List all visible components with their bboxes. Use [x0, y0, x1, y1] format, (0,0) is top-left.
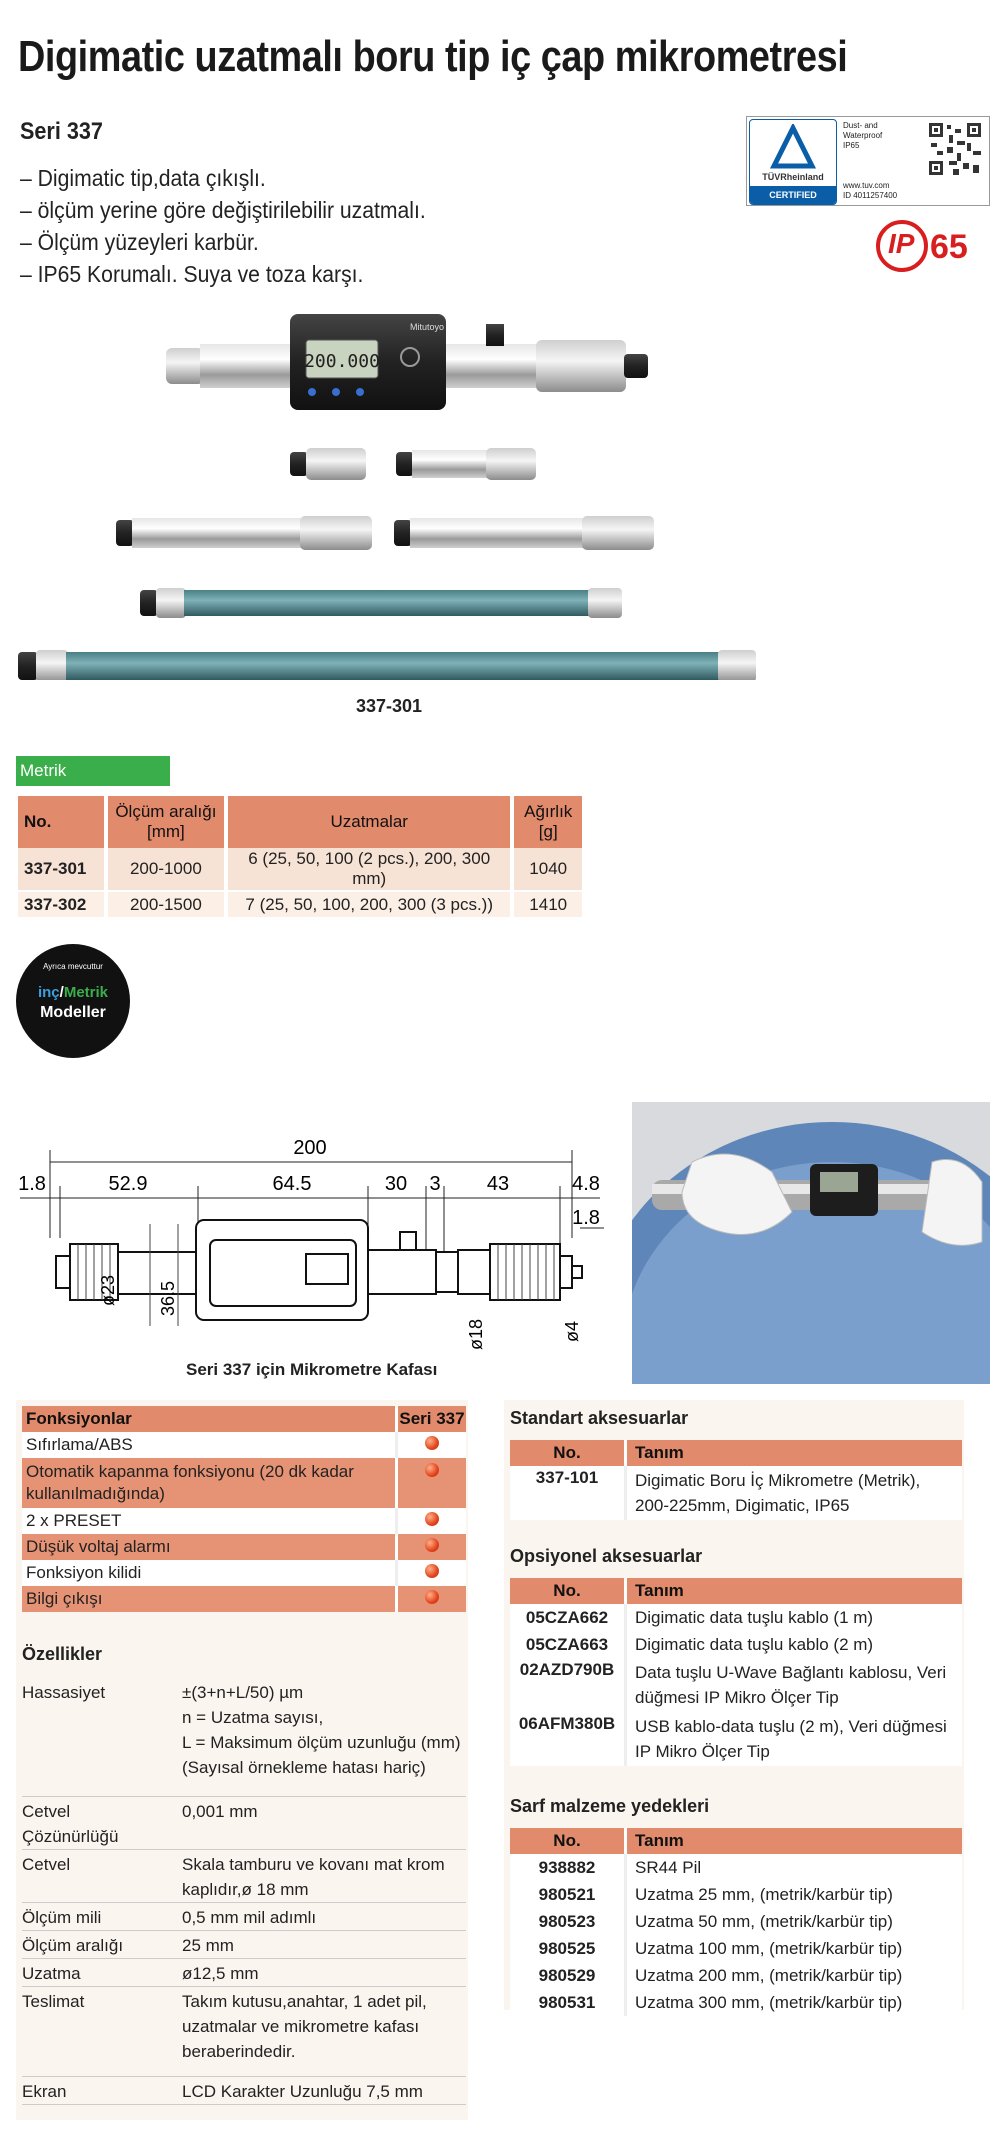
spec-key: Cetvel Çözünürlüğü — [22, 1802, 119, 1846]
badge-top-text: Ayrıca mevcuttur — [43, 962, 103, 971]
metric-header-extensions: Uzatmalar — [226, 796, 512, 848]
acc-no: 980523 — [510, 1908, 626, 1935]
acc-no: 980531 — [510, 1989, 626, 2016]
tuv-triangle-icon — [750, 124, 836, 174]
feature-item: – Digimatic tip,data çıkışlı. — [20, 162, 426, 194]
drawing-caption: Seri 337 için Mikrometre Kafası — [186, 1360, 438, 1379]
dim-365: 36.5 — [158, 1280, 178, 1316]
function-label: Bilgi çıkışı — [22, 1586, 397, 1612]
table-row — [18, 848, 582, 891]
spec-value: Skala tamburu ve kovanı mat krom kaplıdır,ø 18 mm — [182, 1855, 445, 1899]
tuv-text-1: Dust- and — [843, 121, 878, 130]
optional-table — [510, 1578, 962, 1766]
function-label: Fonksiyon kilidi — [22, 1560, 397, 1586]
spec-key: Hassasiyet — [22, 1683, 106, 1702]
metric-header-no: No. — [18, 796, 106, 848]
usage-photo — [632, 1102, 990, 1384]
spec-value: LCD Karakter Uzunluğu 7,5 mm — [182, 2082, 423, 2101]
functions-table — [22, 1406, 466, 1612]
available-dot-icon — [425, 1538, 439, 1552]
model-caption: 337-301 — [356, 696, 423, 716]
available-dot-icon — [425, 1512, 439, 1526]
extension-rods — [18, 448, 756, 680]
acc-desc: Uzatma 25 mm, (metrik/karbür tip) — [635, 1884, 893, 1904]
ip-text: IP — [888, 228, 915, 259]
acc-desc: Digimatic Boru İç Mikrometre (Metrik), 200-225mm, Digimatic, IP65 — [635, 1471, 921, 1515]
spec-value: Takım kutusu,anahtar, 1 adet pil, uzatmalar ve mikrometre kafası beraberindedir. — [182, 1992, 427, 2061]
optional-title: Opsiyonel aksesuarlar — [510, 1546, 703, 1566]
table-row — [510, 1712, 962, 1766]
series-label: Seri 337 — [20, 118, 103, 145]
dim-d18: ø18 — [466, 1318, 486, 1350]
acc-no: 337-101 — [510, 1466, 626, 1520]
table-row — [510, 1604, 962, 1631]
cons-header-desc: Tanım — [626, 1828, 963, 1854]
available-dot-icon — [425, 1463, 439, 1477]
std-header-no: No. — [510, 1440, 626, 1466]
accessories-panel — [504, 1400, 964, 2010]
spec-row — [22, 1678, 466, 1797]
dim-label: 64.5 — [272, 1173, 312, 1195]
feature-list — [20, 162, 426, 290]
table-row — [510, 1658, 962, 1712]
spec-value: ø12,5 mm — [182, 1964, 259, 1983]
spec-row — [22, 1797, 466, 1850]
dim-label: 1.8 — [18, 1173, 46, 1195]
specs-title: Özellikler — [22, 1644, 103, 1664]
metric-cell: 6 (25, 50, 100 (2 pcs.), 200, 300 mm) — [226, 848, 512, 891]
acc-no: 938882 — [510, 1854, 626, 1881]
spec-row — [22, 1850, 466, 1903]
technical-drawing — [0, 1120, 620, 1360]
function-label: Düşük voltaj alarmı — [22, 1534, 397, 1560]
acc-no: 05CZA662 — [510, 1604, 626, 1631]
consumables-title: Sarf malzeme yedekleri — [510, 1796, 710, 1816]
acc-desc: Uzatma 50 mm, (metrik/karbür tip) — [635, 1911, 893, 1931]
badge-models: Modeller — [40, 1004, 106, 1021]
spec-value: 0,5 mm mil adımlı — [182, 1908, 317, 1927]
table-row — [22, 1560, 466, 1586]
table-row — [22, 1534, 466, 1560]
spec-key: Ekran — [22, 2082, 67, 2101]
tuv-certificate-badge — [746, 116, 990, 206]
qr-code-icon — [927, 121, 983, 177]
tuv-text-3: IP65 — [843, 141, 860, 150]
spec-value: (Sayısal örnekleme hatası hariç) — [182, 1758, 426, 1777]
acc-no: 05CZA663 — [510, 1631, 626, 1658]
dim-label: 4.8 — [572, 1173, 600, 1195]
table-row — [22, 1586, 466, 1612]
feature-item: – IP65 Korumalı. Suya ve toza karşı. — [20, 258, 426, 290]
tuv-id: ID 4011257400 — [843, 191, 898, 200]
spec-key: Cetvel — [22, 1855, 71, 1874]
acc-desc: Uzatma 100 mm, (metrik/karbür tip) — [635, 1938, 903, 1958]
spec-key: Ölçüm mili — [22, 1908, 102, 1927]
table-row — [22, 1432, 466, 1458]
badge-metric: Metrik — [63, 984, 109, 1001]
spec-row — [22, 1959, 466, 1987]
feature-item: – Ölçüm yüzeyleri karbür. — [20, 226, 426, 258]
acc-desc: Digimatic data tuşlu kablo (1 m) — [635, 1607, 874, 1627]
brand-label: Mitutoyo — [410, 322, 445, 332]
dim-d23: ø23 — [98, 1274, 118, 1306]
std-header-desc: Tanım — [626, 1440, 963, 1466]
acc-desc: Uzatma 200 mm, (metrik/karbür tip) — [635, 1965, 903, 1985]
acc-desc: Data tuşlu U-Wave Bağlantı kablosu, Veri düğmesi IP Mikro Ölçer Tip — [635, 1663, 947, 1707]
feature-item: – ölçüm yerine göre değiştirilebilir uzatmalı. — [20, 194, 426, 226]
inch-metric-models-badge: Ayrıca mevcuttur inç/Metrik Modeller — [16, 944, 130, 1058]
standard-title: Standart aksesuarlar — [510, 1408, 689, 1428]
function-label: Otomatik kapanma fonksiyonu (20 dk kadar kullanılmadığında) — [22, 1458, 397, 1508]
table-row — [510, 1854, 962, 1881]
metric-header-weight: Ağırlık [g] — [512, 796, 582, 848]
acc-no: 02AZD790B — [510, 1658, 626, 1712]
spec-key: Teslimat — [22, 1992, 85, 2011]
spec-key: Ölçüm aralığı — [22, 1936, 124, 1955]
spec-value: L = Maksimum ölçüm uzunluğu (mm) — [182, 1733, 461, 1752]
dim-label: 3 — [429, 1173, 441, 1195]
table-row — [510, 1631, 962, 1658]
opt-header-desc: Tanım — [626, 1578, 963, 1604]
table-row — [22, 1458, 466, 1508]
dim-label: 43 — [486, 1173, 510, 1195]
spec-row — [22, 1931, 466, 1959]
spec-value: 25 mm — [182, 1936, 234, 1955]
functions-series-header: Seri 337 — [397, 1406, 467, 1432]
product-photo — [0, 300, 760, 680]
acc-no: 980529 — [510, 1962, 626, 1989]
available-dot-icon — [425, 1564, 439, 1578]
standard-table — [510, 1440, 962, 1520]
tuv-brand: TÜVRheinland — [762, 172, 824, 182]
spec-row — [22, 1903, 466, 1931]
spec-row — [22, 2077, 466, 2105]
metric-cell: 7 (25, 50, 100, 200, 300 (3 pcs.)) — [226, 891, 512, 917]
table-row — [510, 1935, 962, 1962]
metric-tab: Metrik — [16, 756, 170, 786]
acc-desc: USB kablo-data tuşlu (2 m), Veri düğmesi IP Mikro Ölçer Tip — [635, 1717, 947, 1761]
metric-cell: 1410 — [512, 891, 582, 917]
functions-header: Fonksiyonlar — [22, 1406, 397, 1432]
consumables-table — [510, 1828, 962, 2016]
acc-desc: SR44 Pil — [635, 1857, 702, 1877]
page-title: Digimatic uzatmalı boru tip iç çap mikrometresi — [18, 32, 848, 81]
spec-value: 0,001 mm — [182, 1802, 258, 1821]
table-row — [510, 1962, 962, 1989]
functions-panel — [16, 1400, 468, 2120]
available-dot-icon — [425, 1590, 439, 1604]
spec-key: Uzatma — [22, 1964, 81, 1983]
metric-cell: 200-1000 — [106, 848, 226, 891]
metric-cell: 1040 — [529, 859, 568, 878]
acc-desc: Uzatma 300 mm, (metrik/karbür tip) — [635, 1992, 903, 2012]
available-dot-icon — [425, 1436, 439, 1450]
ip-number: 65 — [930, 228, 968, 266]
metric-header-range: Ölçüm aralığı [mm] — [106, 796, 226, 848]
function-label: 2 x PRESET — [22, 1508, 397, 1534]
acc-no: 980525 — [510, 1935, 626, 1962]
spec-row — [22, 1987, 466, 2077]
table-row — [510, 1881, 962, 1908]
ip65-badge — [874, 218, 990, 276]
dim-label: 30 — [384, 1173, 408, 1195]
dim-right: 1.8 — [572, 1207, 600, 1229]
spec-value: ±(3+n+L/50) µm — [182, 1683, 304, 1702]
spec-value: n = Uzatma sayısı, — [182, 1708, 324, 1727]
table-row — [510, 1989, 962, 2016]
dim-200: 200 — [293, 1137, 327, 1159]
tuv-url: www.tuv.com — [843, 181, 890, 190]
opt-header-no: No. — [510, 1578, 626, 1604]
function-label: Sıfırlama/ABS — [22, 1432, 397, 1458]
metric-table — [18, 796, 582, 917]
metric-cell: 337-302 — [18, 891, 106, 917]
cons-header-no: No. — [510, 1828, 626, 1854]
acc-no: 06AFM380B — [510, 1712, 626, 1766]
tuv-certified: CERTIFIED — [750, 186, 836, 204]
acc-desc: Digimatic data tuşlu kablo (2 m) — [635, 1634, 874, 1654]
acc-no: 980521 — [510, 1881, 626, 1908]
table-row — [22, 1508, 466, 1534]
table-row — [510, 1466, 962, 1520]
table-row — [18, 891, 582, 917]
tuv-text-2: Waterproof — [843, 131, 883, 140]
lcd-reading: 200.000 — [304, 351, 380, 372]
metric-cell: 200-1500 — [106, 891, 226, 917]
dim-d4: ø4 — [562, 1320, 582, 1342]
micrometer-head — [166, 314, 648, 410]
specs-list — [22, 1678, 466, 2105]
badge-inch: inç — [37, 984, 60, 1001]
dim-label: 52.9 — [108, 1173, 148, 1195]
tuv-logo — [749, 119, 837, 205]
table-row — [510, 1908, 962, 1935]
metric-cell: 337-301 — [18, 848, 106, 891]
